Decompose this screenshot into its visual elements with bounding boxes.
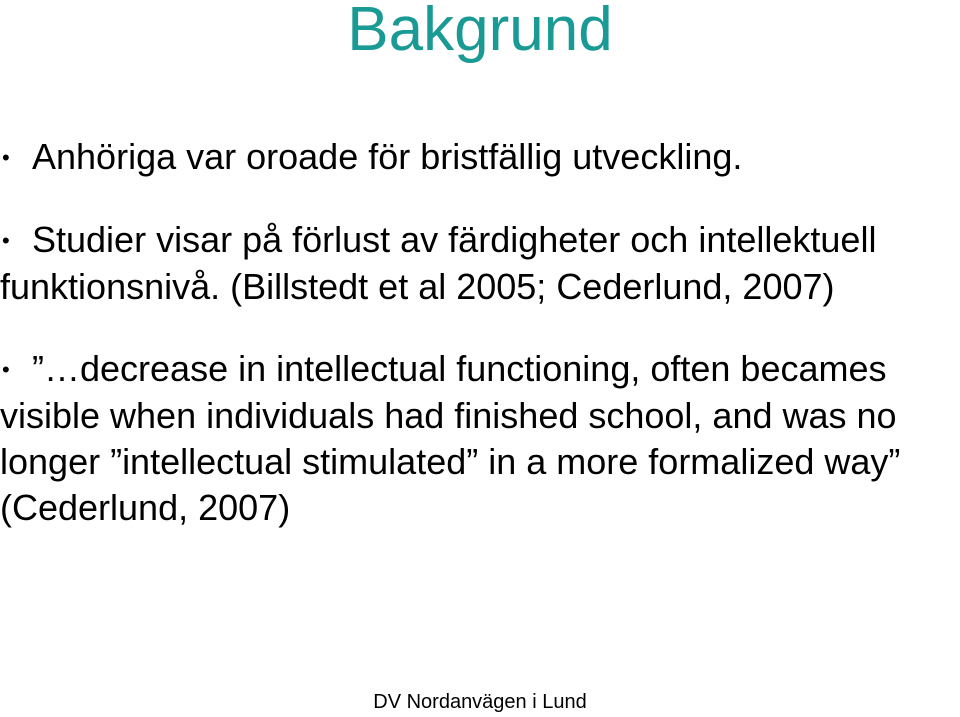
bullet-text-3: ”…decrease in intellectual functioning, often becames visible when individuals had finished school, and was no longer ”intellectual stimulated” in a more formalized way” (Cederlund, 2007): [0, 348, 911, 528]
bullet-dot-icon: •: [2, 357, 10, 382]
footer-text: DV Nordanvägen i Lund: [373, 691, 587, 713]
bullet-text-2: Studier visar på förlust av färdigheter och intellektuell funktionsnivå. (Billstedt et al 2005; Cederlund, 2007): [0, 219, 887, 307]
bullet-item-3: [0, 346, 955, 531]
bullet-item-1: [0, 134, 955, 181]
bullet-dot-icon: •: [2, 145, 10, 170]
bullet-text-1: Anhöriga var oroade för bristfällig utveckling.: [32, 136, 743, 177]
slide-title: Bakgrund: [347, 0, 613, 64]
bullet-list: [0, 134, 955, 567]
bullet-dot-icon: •: [2, 228, 10, 253]
bullet-item-2: [0, 217, 955, 310]
